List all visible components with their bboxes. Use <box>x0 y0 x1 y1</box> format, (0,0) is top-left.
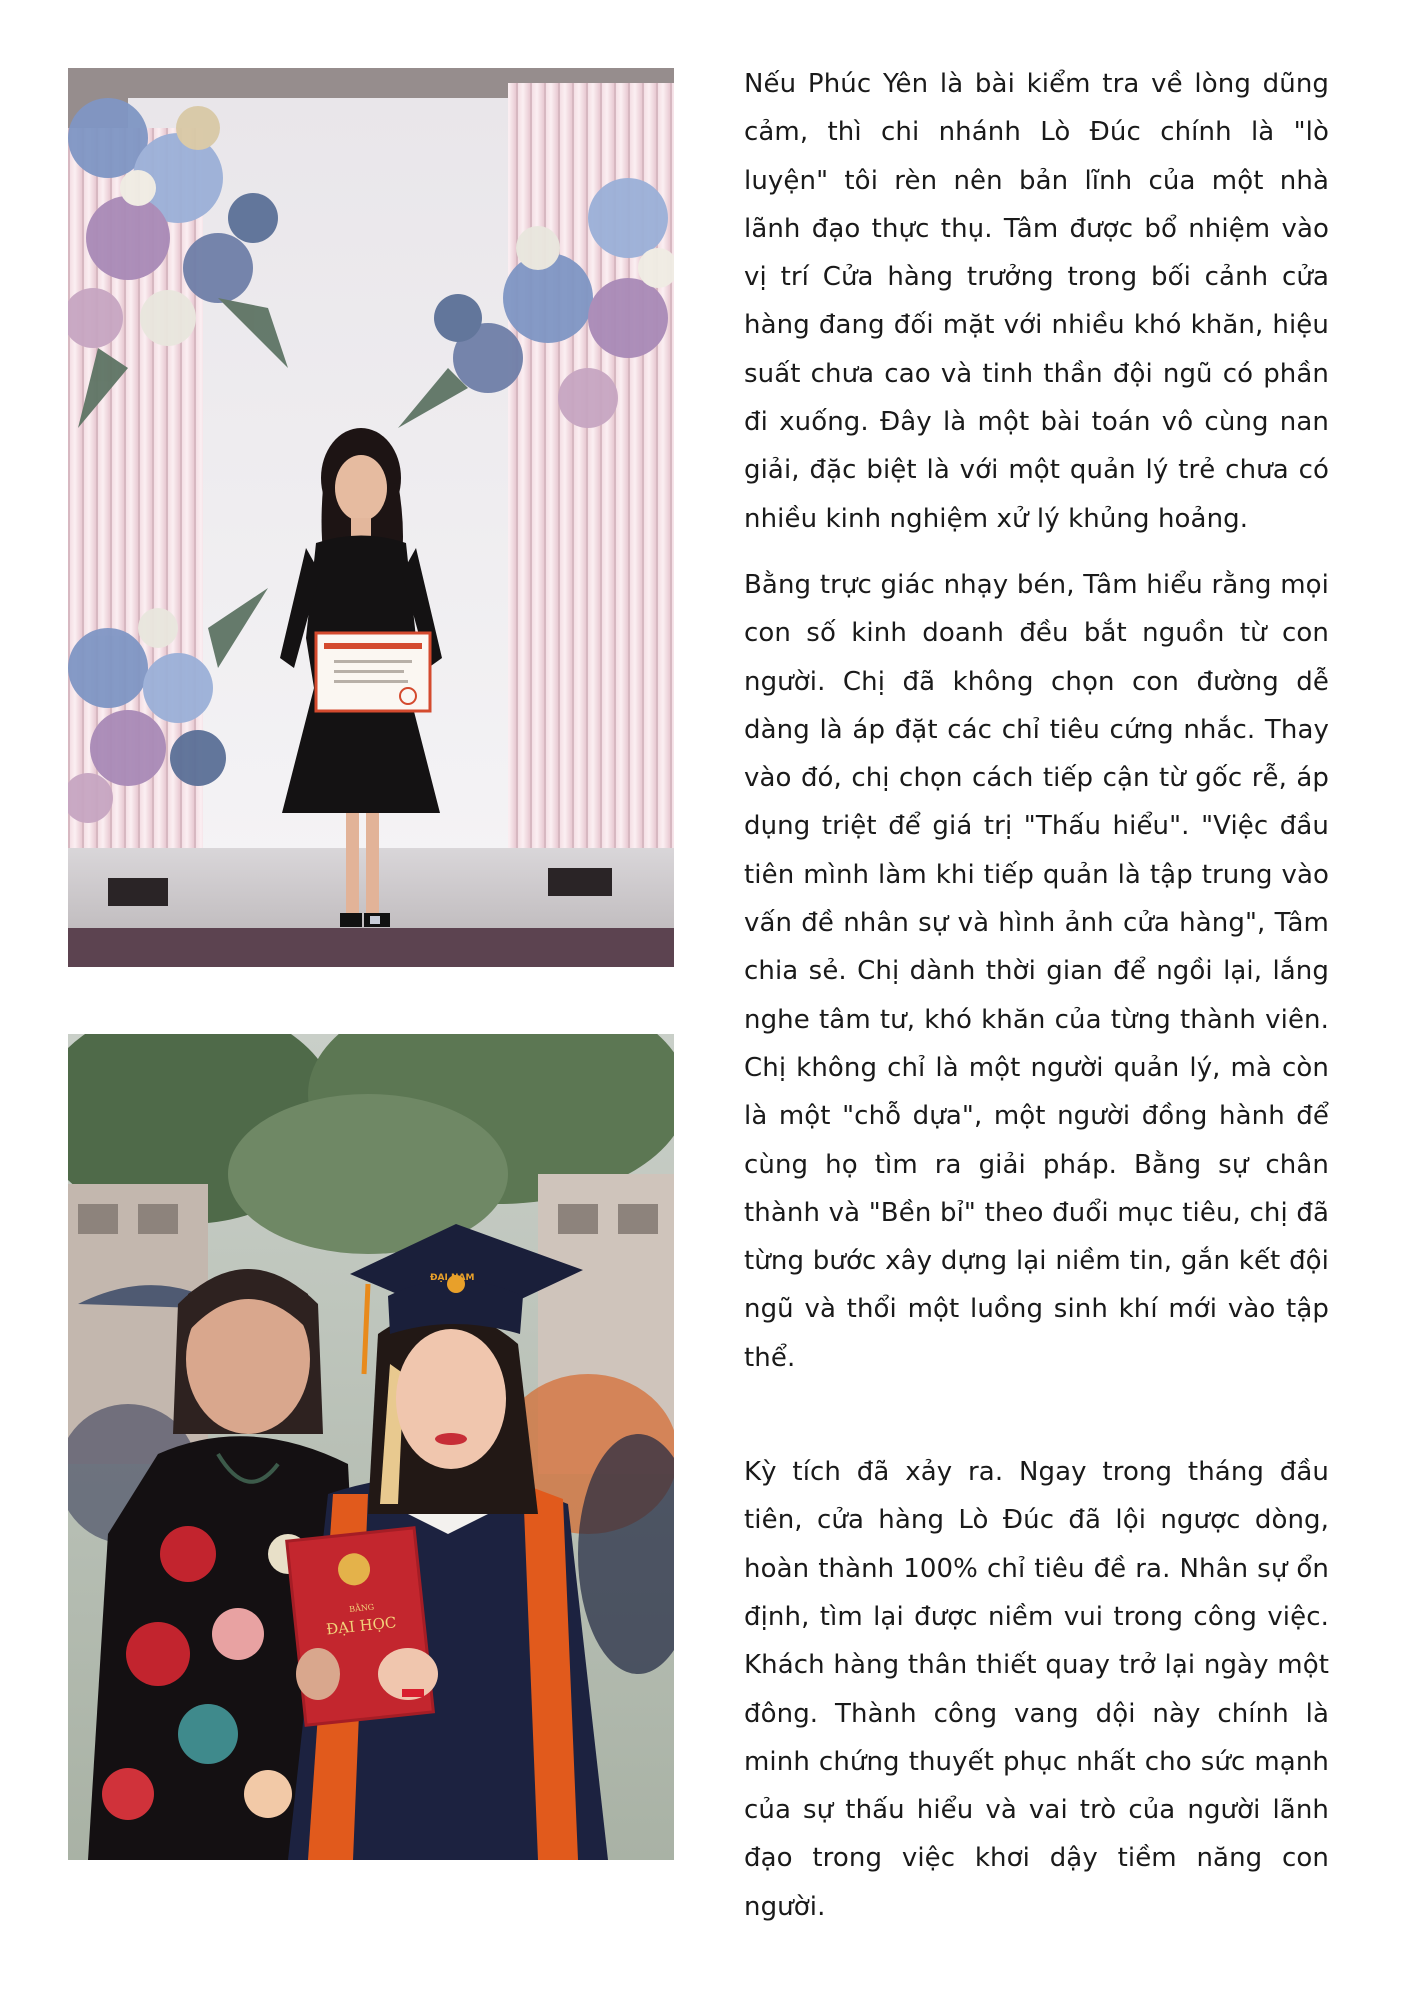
article-text <box>744 60 1329 1931</box>
diploma-title-label: ĐẠI HỌC <box>325 1613 398 1639</box>
article-paragraph: Nếu Phúc Yên là bài kiểm tra về lòng dũng cảm, thì chi nhánh Lò Đúc chính là "lò luyện" tôi rèn nên bản lĩnh của một nhà lãnh đạo thực thụ. Tâm được bổ nhiệm vào vị trí Cửa hàng trưởng trong bối cảnh cửa hàng đang đối mặt với nhiều khó khăn, hiệu suất chưa cao và tinh thần đội ngũ có phần đi xuống. Đây là một bài toán vô cùng nan giải, đặc biệt là với một quản lý trẻ chưa có nhiều kinh nghiệm xử lý khủng hoảng. <box>744 69 1329 534</box>
photo-certificate-illustration <box>68 68 674 967</box>
photo-graduation <box>68 1034 674 1860</box>
photo-graduation-illustration <box>68 1034 674 1860</box>
cap-brand-label: ĐẠI NAM <box>430 1273 475 1283</box>
photo-certificate-portrait <box>68 68 674 967</box>
article-paragraph: Kỳ tích đã xảy ra. Ngay trong tháng đầu tiên, cửa hàng Lò Đúc đã lội ngược dòng, hoàn thành 100% chỉ tiêu đề ra. Nhân sự ổn định, tìm lại được niềm vui trong công việc. Khách hàng thân thiết quay trở lại ngày một đông. Thành công vang dội này chính là minh chứng thuyết phục nhất cho sức mạnh của sự thấu hiểu và vai trò của người lãnh đạo trong việc khơi dậy tiềm năng con người. <box>744 1457 1329 1922</box>
article-paragraph: Bằng trực giác nhạy bén, Tâm hiểu rằng mọi con số kinh doanh đều bắt nguồn từ con người. Chị đã không chọn con đường dễ dàng là áp đặt các chỉ tiêu cứng nhắc. Thay vào đó, chị chọn cách tiếp cận từ gốc rễ, áp dụng triệt để giá trị "Thấu hiểu". "Việc đầu tiên mình làm khi tiếp quản là tập trung vào vấn đề nhân sự và hình ảnh cửa hàng", Tâm chia sẻ. Chị dành thời gian để ngồi lại, lắng nghe tâm tư, khó khăn của từng thành viên. Chị không chỉ là một người quản lý, mà còn là một "chỗ dựa", một người đồng hành để cùng họ tìm ra giải pháp. Bằng sự chân thành và "Bền bỉ" theo đuổi mục tiêu, chị đã từng bước xây dựng lại niềm tin, gắn kết đội ngũ và thổi một luồng sinh khí mới vào tập thể. <box>744 569 1329 1373</box>
diploma-small-label: BẰNG <box>348 1602 375 1615</box>
